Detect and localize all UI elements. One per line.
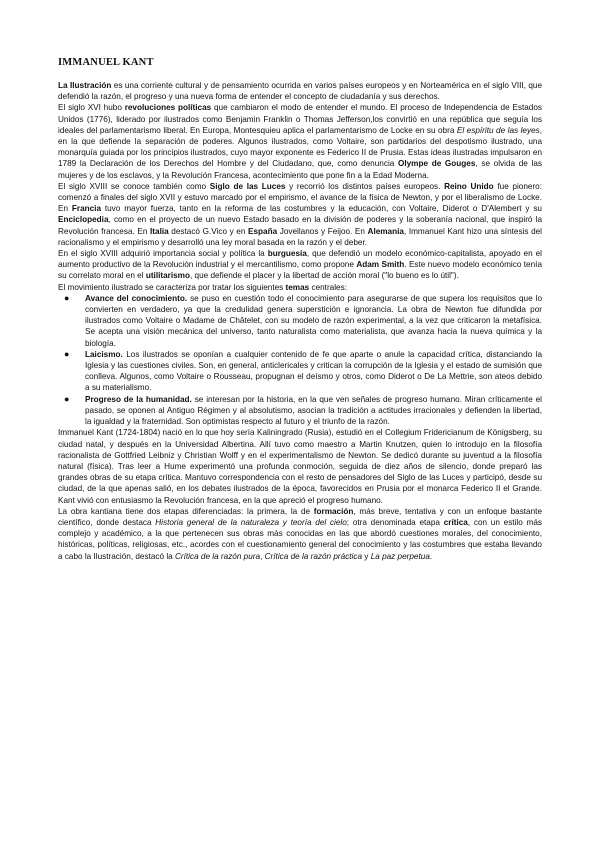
bold-term: Progreso de la humanidad.: [85, 394, 192, 404]
bullet-icon: ●: [64, 348, 70, 359]
paragraph-biografia: Immanuel Kant (1724-1804) nació en lo que hoy sería Kaliningrado (Rusia), estudió en el Collegium Fridericianum de Königsberg, su ciudad natal, y después en la Universidad Albertina. Allí tuvo como maestro a Martin Knutzen, quien lo introdujo en la filosofía racionalista de Gottfried Leibniz y Christian Wolff y en el experimentalismo de Newton. Se dedicó durante su juventud a la filosofía natural (física). Tras leer a Hume experimentó una profunda conmoción, seguida de diez años de silencio, donde preparó las grandes obras de su etapa crítica. Mantuvo correspondencia con el resto de pensadores del Siglo de las Luces y participó, desde su ciudad, de la que apenas salió, en los debates ilustrados de la época, favorecidos en Prusia por el monarca Federico II el Grande. Kant vivió con entusiasmo la Revolución francesa, en la que apreció el progreso humano.: [58, 428, 542, 505]
bold-term: Reino Unido: [444, 181, 494, 191]
italic-title: Historia general de la naturaleza y teoría del cielo: [155, 517, 347, 527]
italic-title: El espíritu de las leyes: [456, 125, 540, 135]
bold-term: burguesía: [267, 249, 307, 259]
list-item: ● Laicismo. Los ilustrados se oponían a cualquier contenido de fe que aparte o anule la capacidad crítica, distanciando la Iglesia y las cuestiones civiles. Son, en general, anticlericales y critican la corrupción de la Iglesia y el estado de sumisión que conlleva. Algunos, como Voltaire o Rousseau, propugnan el deísmo y otros, como Diderot o De La Mettrie, son ateos debido a su materialismo.: [64, 348, 542, 393]
bold-term: Siglo de las Luces: [209, 181, 286, 191]
bullet-icon: ●: [64, 292, 70, 303]
document-body: [58, 80, 542, 562]
list-item: ● Avance del conocimiento. se puso en cuestión todo el conocimiento para asegurarse de que supera los requisitos que lo convierten en verdadero, ya que la credulidad genera superstición e ignorancia. La obra de Newton fue difundida por ilustrados como Voltaire o Madame de Châtelet, con su modelo de razón experimental, a la vez que criticaron la metafísica. Se acepta una visión mecánica del universo, tanto naturalista como materialista, que avanza hacia la nueva química y la biología.: [64, 292, 542, 348]
paragraph-obra: La obra kantiana tiene dos etapas diferenciadas: la primera, la de formación, más breve, tentativa y con un enfoque bastante científico, donde destaca Historia general de la naturaleza y teoría del cielo; otra denominada etapa crítica, con un estilo más complejo y académico, a la que pertenecen sus obras más conocidas en las que abordó cuestiones morales, del conocimiento, históricas, políticas, religiosas, etc., acordes con el cuestionamiento general del conocimiento y las costumbres que estaba llevando a cabo la Ilustración, destacó la Crítica de la razón pura, Crítica de la razón práctica y La paz perpetua.: [58, 506, 542, 561]
bold-term: Avance del conocimiento.: [85, 293, 188, 303]
bold-term: temas: [285, 282, 310, 292]
bold-term: revoluciones políticas: [124, 103, 212, 113]
italic-title: Crítica de la razón pura: [174, 551, 261, 561]
bold-term: Adam Smith: [356, 260, 405, 270]
paragraph-ilustracion: La Ilustración es una corriente cultural y de pensamiento ocurrida en varios países europeos y en Norteamérica en el siglo VIII, que defendió la razón, el progreso y una nueva forma de entender el concepto de ciudadanía y sus derechos.: [58, 81, 542, 102]
bold-term: Alemania: [367, 226, 404, 236]
italic-title: La paz perpetua: [370, 551, 430, 561]
bold-term: España: [248, 226, 278, 236]
list-item: ● Progreso de la humanidad. se interesan por la historia, en la que ven señales de progreso humano. Miran críticamente el pasado, se oponen al Antiguo Régimen y al absolutismo, asocian la tradición a actitudes irracionales y defienden la libertad, la igualdad y la fraternidad. Son optimistas respecto al futuro y el triunfo de la razón.: [64, 393, 542, 427]
bold-term: La Ilustración: [58, 81, 112, 90]
bold-term: crítica: [443, 517, 468, 527]
italic-title: Crítica de la razón práctica: [264, 551, 363, 561]
bold-term: Olympe de Gouges: [397, 159, 476, 169]
page-title: IMMANUEL KANT: [58, 57, 154, 68]
bullet-icon: ●: [64, 393, 70, 404]
bold-term: Enciclopedia: [58, 215, 109, 225]
temas-list: [58, 293, 542, 427]
paragraph-temas-intro: El movimiento ilustrado se caracteriza por tratar los siguientes temas centrales:: [58, 282, 347, 292]
paragraph-burguesia: En el siglo XVIII adquirió importancia social y política la burguesía, que defendió un modelo económico-capitalista, apoyado en el aumento productivo de la Revolución industrial y el mercantilismo, como propone Adam Smith. Este nuevo modelo económico tenía su correlato moral en el utilitarismo, que defiende el placer y la libertad de acción moral ("lo bueno es lo útil").: [58, 249, 542, 281]
paragraph-revoluciones: El siglo XVI hubo revoluciones políticas que cambiaron el modo de entender el mundo. El proceso de Independencia de Estados Unidos (1776), liderado por ilustrados como Benjamin Franklin o Thomas Jefferson,los convirtió en una república que seguía los ideales del parlamentarismo liberal. En Europa, Montesquieu aplica el parlamentarismo de Locke en su obra El espíritu de las leyes, en la que defiende la separación de poderes. Algunos ilustrados, como Voltaire, son partidarios del despotismo ilustrado, una monarquía guiada por los principios ilustrados, cuyo mayor exponente es Federico II de Prusia. Estas ideas ilustradas impulsaron en 1789 la Declaración de los Derechos del Hombre y del Ciudadano, que, como denuncia Olympe de Gouges, se olvida de las mujeres y de los esclavos, y la Revolución Francesa, acontecimiento que pone fin a la Edad Moderna.: [58, 103, 542, 180]
bold-term: utilitarismo: [145, 271, 190, 281]
bold-term: Laicismo.: [85, 349, 123, 359]
bold-term: formación: [313, 506, 354, 516]
paragraph-siglo-luces: El siglo XVIII se conoce también como Siglo de las Luces y recorrió los distintos países europeos. Reino Unido fue pionero: comenzó a finales del siglo XVII y estuvo marcado por el empirismo, el avance de la física de Newton, y por el liberalismo de Locke. En Francia tuvo mayor fuerza, tanto en la reforma de las costumbres y la educación, con Voltaire, Diderot o D'Alembert y su Enciclopedia, como en el proyecto de un nuevo Estado basado en la división de poderes y la soberanía nacional, que inspiró la Revolución francesa. En Italia destacó G.Vico y en España Jovellanos y Feijoo. En Alemania, Immanuel Kant hizo una síntesis del racionalismo y el empirismo y desarrolló una ley moral basada en la razón y el deber.: [58, 181, 543, 247]
bold-term: Francia: [71, 204, 101, 214]
bold-term: Italia: [150, 226, 169, 236]
